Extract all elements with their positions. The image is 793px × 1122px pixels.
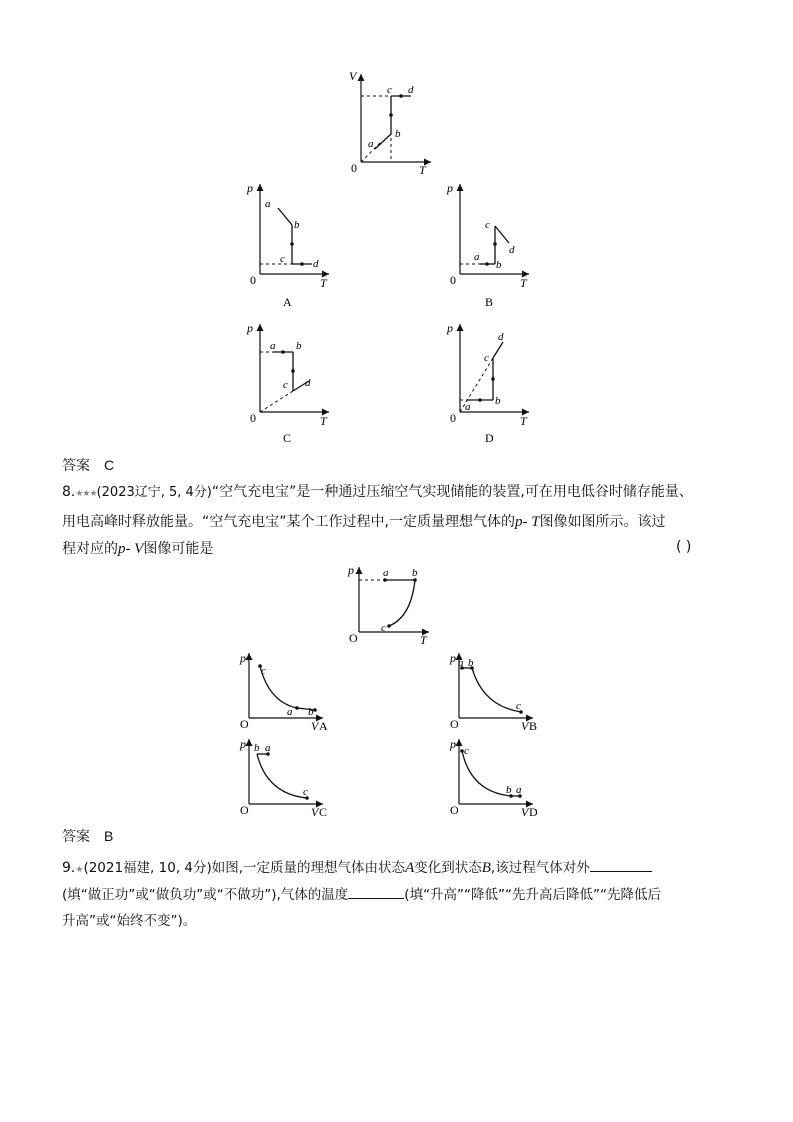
q8-option-c-graph [235, 734, 335, 820]
point-c: c [303, 786, 308, 798]
q7-answer [62, 455, 114, 475]
axis-label-p: p [348, 563, 354, 577]
point-a: a [465, 401, 471, 413]
state-a-label: A [405, 860, 415, 876]
origin-label: 0 [250, 273, 256, 287]
point-c: c [381, 622, 386, 634]
point-a: a [383, 567, 389, 579]
q7-main-vt-graph [345, 68, 440, 178]
point-c: c [387, 84, 392, 96]
axis-label-v: V [349, 69, 357, 83]
axis-label-t: T [520, 414, 527, 428]
difficulty-stars: ★ [75, 865, 84, 875]
axis-label-v: V [521, 805, 529, 819]
origin-label: O [349, 631, 358, 645]
q7-option-c-graph [243, 318, 343, 448]
axis-label-t: T [420, 633, 427, 646]
question-text: 用电高峰时释放能量。“空气充电宝”某个工作过程中,一定质量理想气体的 [62, 514, 515, 530]
q8-line-2 [62, 512, 666, 532]
point-b: b [468, 657, 474, 669]
question-text: 程对应的 [62, 541, 118, 557]
point-c: c [261, 665, 266, 677]
axis-label-p: p [240, 651, 246, 665]
point-a: a [270, 340, 276, 352]
question-number: 8. [62, 484, 76, 500]
option-label: C [283, 431, 292, 445]
answer-blank-temperature[interactable] [348, 884, 404, 899]
axis-label-p: p [450, 737, 456, 751]
question-source: (2023辽宁, 5, 4分) [96, 485, 212, 500]
axis-label-t: T [320, 276, 327, 290]
question-text: (填“升高”“降低”“先升高后降低”“先降低后 [404, 887, 662, 903]
pt-label: p- T [514, 514, 540, 530]
option-label: A [283, 295, 292, 309]
question-text: 图像如图所示。该过 [539, 514, 666, 530]
point-a: a [265, 198, 271, 210]
point-b: b [506, 784, 512, 796]
q8-line-1 [62, 482, 693, 504]
question-text: ,该过程气体对外 [490, 860, 590, 876]
origin-label: 0 [351, 161, 357, 175]
axis-label-t: T [520, 276, 527, 290]
axis-label-p: p [247, 181, 253, 195]
question-text: 升高”或“始终不变”)。 [62, 913, 197, 929]
answer-value: C [104, 457, 115, 473]
option-label: B [529, 719, 538, 733]
point-a: a [516, 784, 522, 796]
point-b: b [308, 706, 314, 718]
origin-label: O [450, 803, 459, 817]
axis-label-v: V [311, 805, 319, 819]
pv-label: p- V [118, 541, 144, 557]
point-a: a [458, 657, 464, 669]
q8-main-pt-graph [343, 562, 438, 646]
axis-label-p: p [247, 321, 253, 335]
origin-label: 0 [450, 411, 456, 425]
point-a: a [368, 138, 374, 150]
question-text: “空气充电宝”是一种通过压缩空气实现储能的装置,可在用电低谷时储存能量、 [211, 484, 693, 500]
q8-option-d-graph [445, 734, 545, 820]
point-d: d [313, 258, 319, 270]
point-c: c [283, 379, 288, 391]
q7-option-b-graph [443, 178, 543, 310]
point-c: c [464, 745, 469, 757]
option-label: A [319, 719, 328, 733]
axis-label-v: V [311, 719, 319, 733]
point-b: b [294, 219, 300, 231]
axis-label-p: p [447, 321, 453, 335]
q8-line-3 [62, 539, 213, 559]
point-c: c [516, 700, 521, 712]
point-b: b [254, 742, 260, 754]
question-text: 变化到状态 [414, 860, 482, 876]
point-d: d [408, 84, 414, 96]
axis-label-p: p [450, 651, 456, 665]
option-label: D [529, 805, 538, 819]
q9-line-2 [62, 884, 661, 905]
origin-label: O [240, 717, 249, 731]
point-c: c [280, 253, 285, 265]
origin-label: O [450, 717, 459, 731]
q7-option-a-graph [243, 178, 343, 310]
answer-blank-work[interactable] [590, 857, 652, 872]
state-b-label: B [481, 860, 491, 876]
answer-label: 答案 [62, 829, 90, 845]
axis-label-p: p [240, 737, 246, 751]
point-b: b [395, 128, 401, 140]
point-a: a [287, 706, 293, 718]
question-text: (填“做正功”或“做负功”或“不做功”),气体的温度 [62, 887, 349, 903]
question-number: 9. [62, 860, 76, 876]
option-label: D [485, 431, 494, 445]
point-c: c [484, 352, 489, 364]
origin-label: O [240, 803, 249, 817]
point-b: b [495, 395, 501, 407]
origin-label: 0 [450, 273, 456, 287]
axis-label-t: T [320, 414, 327, 428]
difficulty-stars: ★★★ [75, 489, 97, 499]
q8-option-a-graph [235, 648, 335, 734]
q8-option-b-graph [445, 648, 545, 734]
axis-label-t: T [419, 163, 426, 177]
point-c: c [485, 219, 490, 231]
axis-label-p: p [447, 181, 453, 195]
q7-option-d-graph [443, 318, 543, 448]
point-d: d [305, 377, 311, 389]
point-b: b [296, 340, 302, 352]
point-b: b [412, 567, 418, 579]
answer-label: 答案 [62, 458, 90, 474]
q9-line-3 [62, 911, 196, 931]
option-label: B [485, 295, 494, 309]
point-d: d [509, 244, 515, 256]
question-text: (2021福建, 10, 4分)如图,一定质量的理想气体由状态 [83, 860, 406, 876]
q9-line-1 [62, 857, 652, 880]
point-a: a [265, 742, 271, 754]
answer-value: B [104, 828, 114, 844]
question-text: 图像可能是 [143, 541, 214, 557]
q8-answer [62, 826, 113, 846]
point-b: b [496, 259, 502, 271]
option-label: C [319, 805, 328, 819]
axis-label-v: V [521, 719, 529, 733]
origin-label: 0 [250, 411, 256, 425]
point-a: a [474, 251, 480, 263]
point-d: d [498, 331, 504, 343]
answer-parentheses: ( ) [676, 539, 692, 555]
